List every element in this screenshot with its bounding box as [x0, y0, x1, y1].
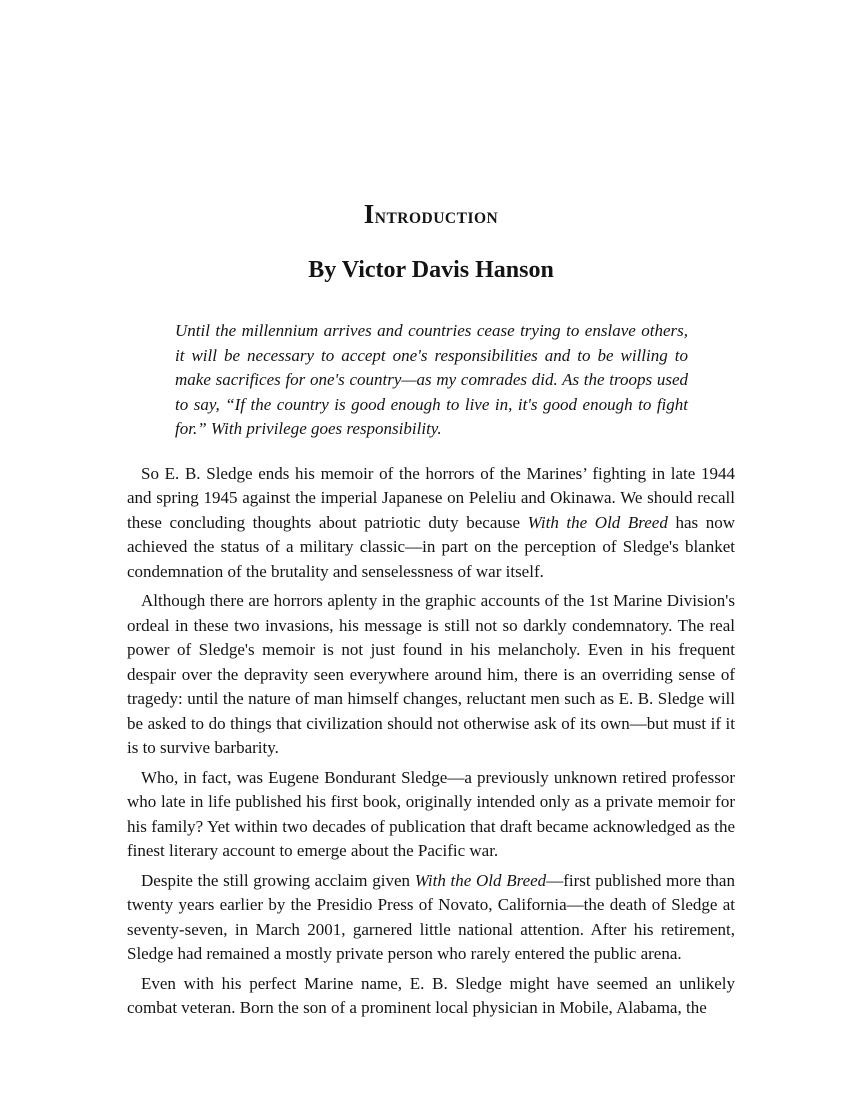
- chapter-heading-smallcaps: NTRODUCTION: [374, 210, 499, 227]
- chapter-heading: [127, 196, 735, 235]
- chapter-heading-initial: I: [363, 199, 375, 229]
- paragraph: Even with his perfect Marine name, E. B. Sledge might have seemed an unlikely combat veteran. Born the son of a prominent local physician in Mobile, Alabama, the: [127, 973, 735, 1017]
- paragraph: Who, in fact, was Eugene Bondurant Sledge—a previously unknown retired professor who late in life published his first book, originally intended only as a private memoir for his family? Yet within two decades of publication that draft became acknowledged as the finest literary account to emerge about the Pacific war.: [127, 767, 735, 860]
- paragraph: So E. B. Sledge ends his memoir of the horrors of the Marines’ fighting in late 1944 and spring 1945 against the imperial Japanese on Peleliu and Okinawa. We should recall these concluding thoughts about patriotic duty because With the Old Breed has now achieved the status of a military classic—in part on the perception of Sledge's blanket condemnation of the brutality and senselessness of war itself.: [127, 463, 735, 581]
- paragraph: Although there are horrors aplenty in the graphic accounts of the 1st Marine Division's ordeal in these two invasions, his message is still not so darkly condemnatory. The real power of Sledge's memoir is not just found in his melancholy. Even in his frequent despair over the depravity seen everywhere around him, there is an overriding sense of tragedy: until the nature of man himself changes, reluctant men such as E. B. Sledge will be asked to do things that civilization should not otherwise ask of its own—but must if it is to survive barbarity.: [127, 591, 735, 757]
- paragraph: Despite the still growing acclaim given With the Old Breed—first published more than twenty years earlier by the Presidio Press of Novato, California—the death of Sledge at seventy-seven, in March 2001, garnered little national attention. After his retirement, Sledge had remained a mostly private person who rarely entered the public arena.: [127, 870, 735, 963]
- byline: By Victor Davis Hanson: [308, 257, 554, 283]
- epigraph-quote: Until the millennium arrives and countries cease trying to enslave others, it will be necessary to accept one's responsibilities and to be willing to make sacrifices for one's country—as my comrades did. As the troops used to say, “If the country is good enough to live in, it's good enough to fight for.” With privilege goes responsibility.: [175, 321, 688, 438]
